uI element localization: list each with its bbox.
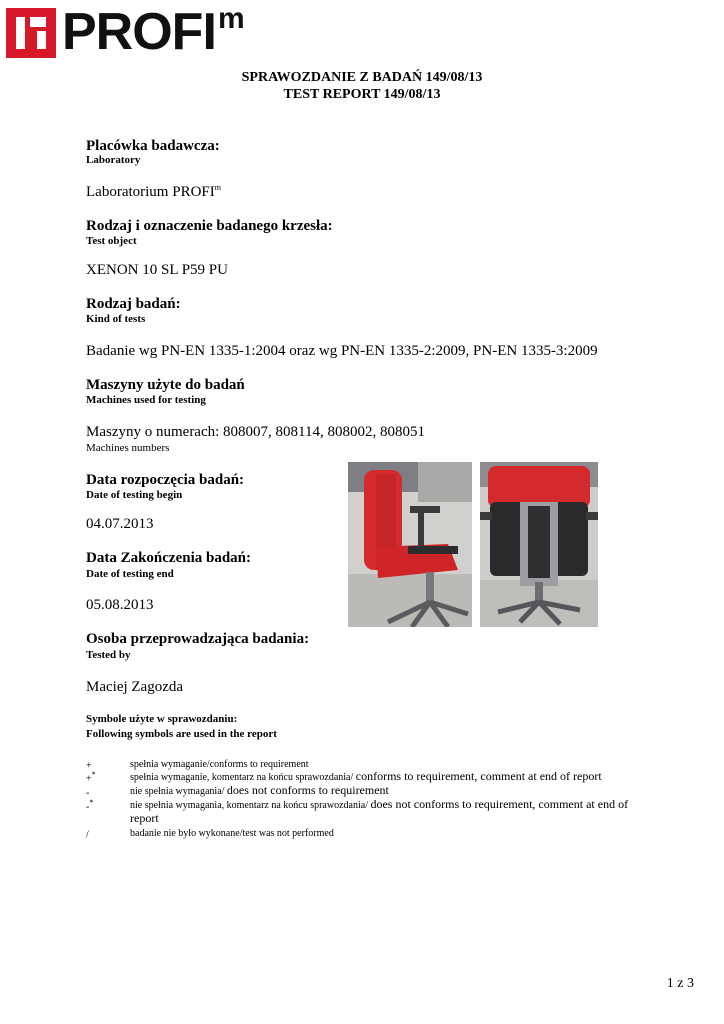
symbol-text: nie spełnia wymagania/ does not conforms to requirement — [130, 783, 389, 797]
symbol-row — [0, 770, 724, 784]
symbol-key: + — [86, 760, 92, 772]
symbols-heading-pl: Symbole użyte w sprawozdaniu: — [86, 713, 238, 725]
symbol-row — [0, 826, 724, 840]
symbol-text: spełnia wymaganie/conforms to requirement — [130, 759, 309, 770]
end-value: 05.08.2013 — [86, 597, 154, 613]
chair-back-photo — [480, 462, 598, 627]
logo-sup: m — [218, 2, 245, 35]
symbol-text: spełnia wymaganie, komentarz na końcu sprawozdania/ conforms to requirement, comment at end of report — [130, 769, 602, 783]
report-title-pl: SPRAWOZDANIE Z BADAŃ 149/08/13 — [241, 70, 483, 85]
symbol-key: / — [86, 829, 89, 841]
symbol-key: - — [86, 787, 90, 799]
tester-heading: Osoba przeprowadzająca badania: — [86, 631, 310, 647]
machines-sub: Machines used for testing — [86, 394, 206, 406]
symbol-key: +* — [86, 770, 96, 785]
lab-value: Laboratorium PROFI$^m$ — [86, 183, 221, 200]
begin-sub: Date of testing begin — [86, 489, 183, 501]
machines-heading: Maszyny użyte do badań — [86, 377, 245, 393]
company-logo — [6, 2, 246, 61]
kind-sub: Kind of tests — [86, 313, 146, 325]
object-heading: Rodzaj i oznaczenie badanego krzesła: — [86, 218, 333, 234]
object-sub: Test object — [86, 235, 137, 247]
end-sub: Date of testing end — [86, 568, 174, 580]
chair-front-photo — [348, 462, 472, 627]
machines-value: Maszyny o numerach: 808007, 808114, 808002, 808051 — [86, 424, 425, 440]
end-heading: Data Zakończenia badań: — [86, 550, 252, 566]
logo-mark-icon — [6, 8, 56, 58]
symbols-heading-en: Following symbols are used in the report — [86, 728, 277, 740]
lab-heading: Placówka badawcza: — [86, 138, 220, 154]
report-title-en: TEST REPORT 149/08/13 — [283, 87, 441, 102]
page-number: 1 z 3 — [666, 976, 694, 991]
symbol-row — [0, 784, 724, 798]
kind-value: Badanie wg PN-EN 1335-1:2004 oraz wg PN-EN 1335-2:2009, PN-EN 1335-3:2009 — [86, 343, 598, 359]
tester-sub: Tested by — [86, 649, 131, 661]
symbol-text: nie spełnia wymagania, komentarz na końcu sprawozdania/ does not conforms to requirement, comment at end of report — [130, 797, 629, 825]
object-value: XENON 10 SL P59 PU — [86, 262, 228, 278]
lab-sub: Laboratory — [86, 154, 141, 166]
symbol-key: -* — [86, 798, 94, 813]
symbol-row — [0, 798, 724, 826]
symbol-text: badanie nie było wykonane/test was not performed — [130, 828, 334, 839]
begin-heading: Data rozpoczęcia badań: — [86, 472, 245, 488]
tester-value: Maciej Zagozda — [86, 679, 184, 695]
logo-text: PROFI — [62, 3, 216, 61]
kind-heading: Rodzaj badań: — [86, 296, 181, 312]
begin-value: 04.07.2013 — [86, 516, 154, 532]
machines-note: Machines numbers — [86, 442, 170, 454]
